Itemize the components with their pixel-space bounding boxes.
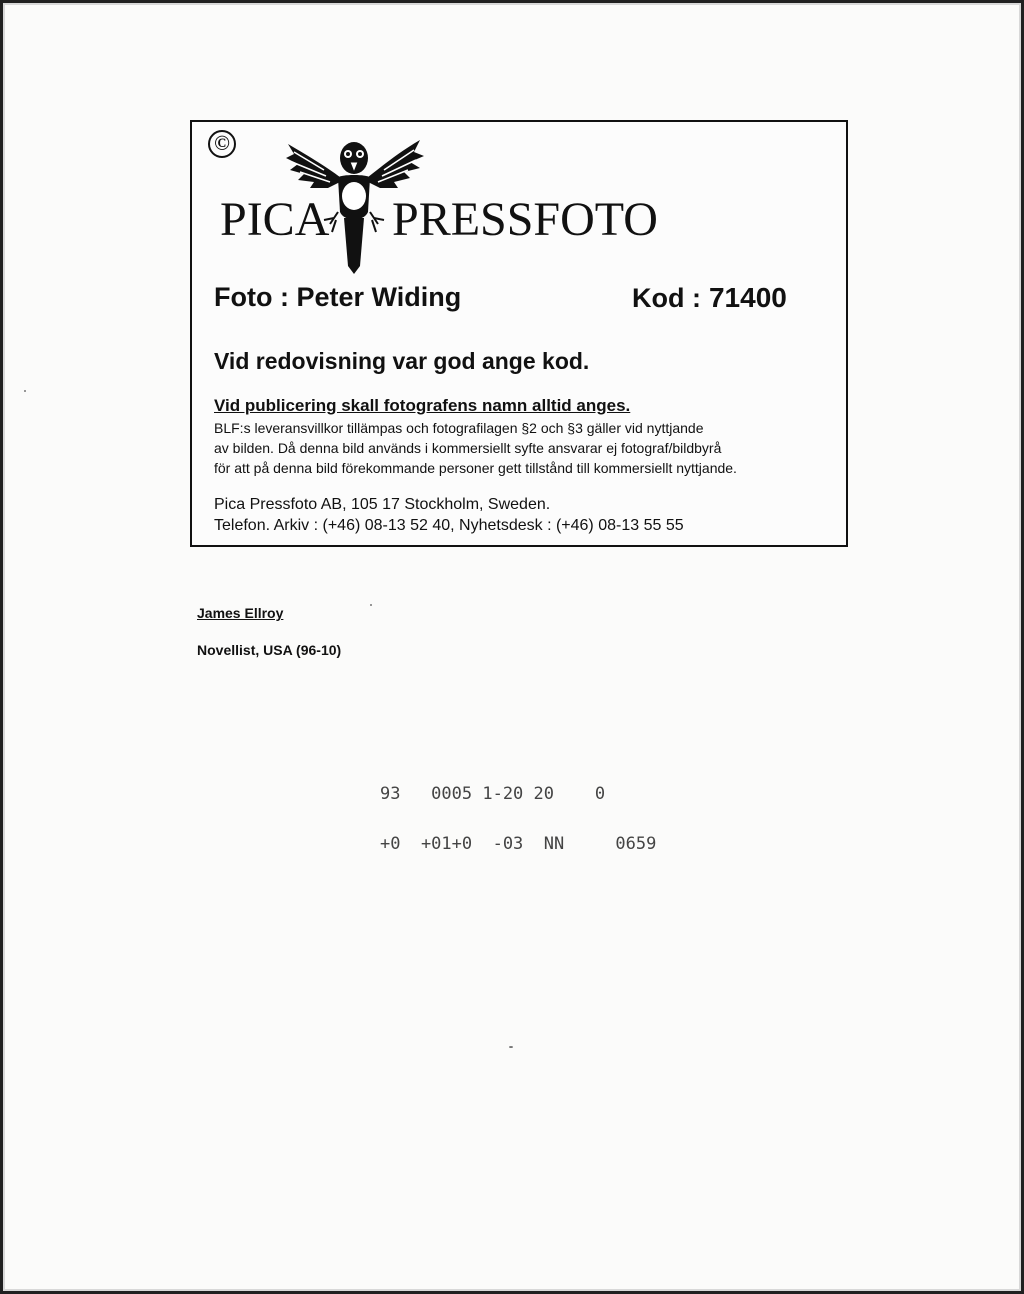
- copyright-icon: ©: [208, 130, 236, 158]
- terms-text: [214, 418, 824, 478]
- printed-code-line: +0 +01+0 -03 NN 0659: [380, 834, 657, 854]
- paper-speck: [24, 390, 26, 392]
- brand-left: PICA: [220, 193, 330, 246]
- address-line: Telefon. Arkiv : (+46) 08-13 52 40, Nyhetsdesk : (+46) 08-13 55 55: [214, 517, 684, 534]
- code-value: 71400: [708, 282, 787, 313]
- caption-name: James Ellroy: [197, 605, 284, 621]
- terms-line: för att på denna bild förekommande personer gett tillstånd till kommersiellt nyttjande.: [214, 460, 737, 476]
- publication-heading: Vid publicering skall fotografens namn alltid anges.: [214, 396, 631, 415]
- printed-code-line: 93 0005 1-20 20 0: [380, 784, 606, 804]
- agency-address: [214, 494, 684, 536]
- caption-description: Novellist, USA (96-10): [197, 642, 342, 658]
- terms-line: av bilden. Då denna bild används i kommersiellt syfte ansvarar ej fotograf/bildbyrå: [214, 440, 722, 456]
- brand-wordmark: [220, 193, 658, 246]
- terms-line: BLF:s leveransvillkor tillämpas och fotografilagen §2 och §3 gäller vid nyttjande: [214, 420, 704, 436]
- code-notice: Vid redovisning var god ange kod.: [214, 348, 590, 374]
- brand-right: PRESSFOTO: [392, 193, 658, 246]
- code-label: [632, 282, 787, 314]
- paper-speck: [509, 1046, 513, 1048]
- paper-speck: [370, 604, 372, 606]
- photographer-label: Foto : Peter Widing: [214, 282, 462, 312]
- code-label-text: Kod :: [632, 283, 701, 313]
- press-agency-stamp: [190, 120, 848, 547]
- address-line: Pica Pressfoto AB, 105 17 Stockholm, Sweden.: [214, 496, 551, 513]
